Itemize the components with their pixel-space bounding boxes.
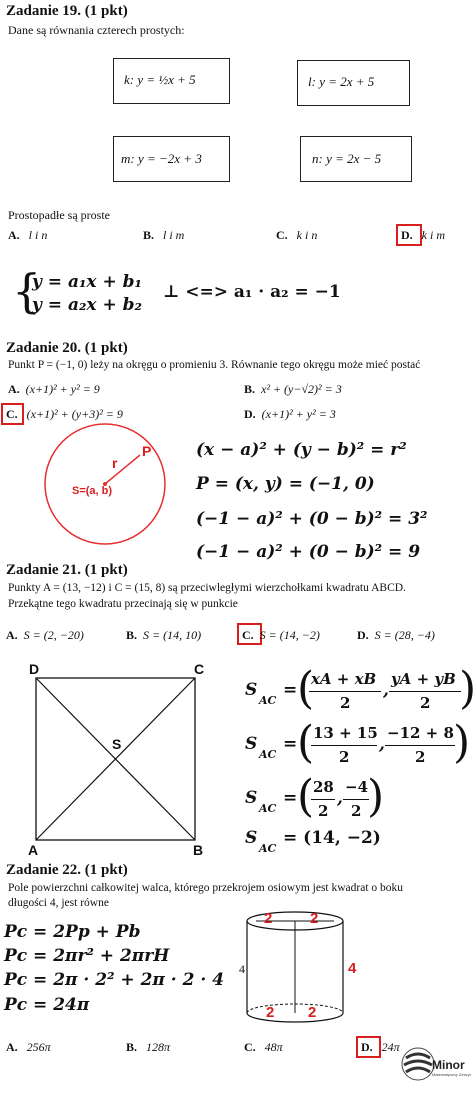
z19-answer-b[interactable]: B. l i m [143,228,185,242]
height-label: 4 [348,960,357,977]
z21-answer-b[interactable]: B. S = (14, 10) [126,628,202,642]
minor-logo-icon [400,1046,436,1082]
z20-answer-c[interactable]: C. (x+1)² + (y+3)² = 9 [6,407,123,421]
midpoint-formula-2: S AC = ( 13 + 15 2 , −12 + 8 2 ) [245,717,471,768]
s-symbol: S [245,680,258,700]
z19-title: Zadanie 19. (1 pkt) [6,3,128,19]
z20-answer-a[interactable]: A. (x+1)² + y² = 9 [8,382,100,396]
z19-question: Prostopadłe są proste [8,208,110,222]
z22-title: Zadanie 22. (1 pkt) [6,862,128,878]
frac3-numerator-y: −4 [345,778,369,796]
z21-title: Zadanie 21. (1 pkt) [6,562,128,578]
z22-text-2: długości 4, jest równe [8,897,109,909]
z20-answer-d[interactable]: D. (x+1)² + y² = 3 [244,407,336,421]
top-radius-label: 2 [310,910,319,927]
system-eq-2: y = a₂x + b₂ [32,295,142,315]
logo-text: Minor [432,1058,465,1072]
frac2-denominator-y: 2 [415,748,426,766]
cylinder-bottom-front [247,1013,343,1022]
z19-answer-c[interactable]: C. k i n [276,228,318,242]
frac3-denominator-y: 2 [351,802,362,820]
z19-answer-d[interactable]: D. k i m [401,228,445,242]
midpoint-formula-1: S AC = ( xA + xB 2 , yA + yB 2 ) [245,663,476,714]
frac3-numerator-x: 28 [313,778,334,796]
logo-subtext: Matematyczny Zeszyt [432,1072,471,1077]
center-s-label: S [112,736,122,752]
area-result: Pc = 24π [4,995,90,1015]
z22-answer-d[interactable]: D. 24π [361,1040,400,1054]
midpoint-formula-3: S AC = ( 28 2 , −4 2 ) [245,771,385,822]
s-subscript-2: AC [259,748,277,761]
frac1-numerator-x: xA + xB [311,670,377,688]
left-height-label: 4 [239,962,245,976]
frac1-denominator-x: 2 [340,694,351,712]
z22-answer-c[interactable]: C. 48π [244,1040,283,1054]
line-l: l: y = 2x + 5 [308,74,375,89]
vertex-b-label: B [193,842,204,858]
line-n: n: y = 2x − 5 [312,151,382,166]
z20-title: Zadanie 20. (1 pkt) [6,340,128,356]
result-eq: (−1 − a)² + (0 − b)² = 9 [196,542,421,562]
frac2-numerator-y: −12 + 8 [387,724,454,742]
perpendicular-rule: ⊥ <=> a₁ · a₂ = −1 [163,282,341,302]
line-k: k: y = ½x + 5 [124,72,196,87]
point-p-label: P [142,443,152,459]
frac2-numerator-x: 13 + 15 [313,724,378,742]
point-p-coords: P = (x, y) = (−1, 0) [196,474,375,494]
frac1-numerator-y: yA + yB [391,670,456,688]
z19-answer-a[interactable]: A. l i n [8,228,48,242]
vertex-c-label: C [194,661,205,677]
z20-answer-b[interactable]: B. x² + (y−√2)² = 3 [244,382,342,396]
z22-answer-a[interactable]: A. 256π [6,1040,51,1054]
center-label: S=(a, b) [72,485,113,497]
top-diameter-label: 2 [264,910,273,927]
bottom-left-radius-label: 2 [266,1004,275,1021]
area-formula-1: Pc = 2Pp + Pb [4,922,141,942]
z21-text-1: Punkty A = (13, −12) i C = (15, 8) są przeciwległymi wierzchołkami kwadratu ABCD. [8,582,406,594]
z21-answer-c[interactable]: C. S = (14, −2) [242,628,320,642]
area-formula-3: Pc = 2π · 2² + 2π · 2 · 4 [4,970,225,990]
s-subscript: AC [259,694,277,707]
z19-intro: Dane są równania czterech prostych: [8,23,185,37]
vertex-a-label: A [28,842,39,858]
s-symbol-4: S [245,828,258,848]
z21-text-2: Przekątne tego kwadratu przecinają się w punkcie [8,598,238,610]
frac2-denominator-x: 2 [339,748,350,766]
z22-answer-b[interactable]: B. 128π [126,1040,171,1054]
system-brace: { [12,264,42,318]
s-subscript-3: AC [259,802,277,815]
frac1-denominator-y: 2 [420,694,431,712]
z22-text-1: Pole powierzchni całkowitej walca, którego przekrojem osiowym jest kwadrat o boku [8,882,404,894]
line-m: m: y = −2x + 3 [121,151,202,166]
vertex-d-label: D [29,661,40,677]
circle-equation: (x − a)² + (y − b)² = r² [196,440,407,460]
z21-answer-a[interactable]: A. S = (2, −20) [6,628,84,642]
s-symbol-3: S [245,788,258,808]
radius-label: r [112,455,118,471]
frac3-denominator-x: 2 [318,802,329,820]
bottom-right-radius-label: 2 [308,1004,317,1021]
z21-answer-d[interactable]: D. S = (28, −4) [357,628,435,642]
z20-text: Punkt P = (−1, 0) leży na okręgu o promieniu 3. Równanie tego okręgu może mieć postać [8,359,421,371]
substituted-eq: (−1 − a)² + (0 − b)² = 3² [196,509,428,529]
s-symbol-2: S [245,734,258,754]
area-formula-2: Pc = 2πr² + 2πrH [4,946,170,966]
s-subscript-4: AC [259,842,277,855]
midpoint-value: = (14, −2) [283,828,381,848]
system-eq-1: y = a₁x + b₁ [32,272,142,292]
